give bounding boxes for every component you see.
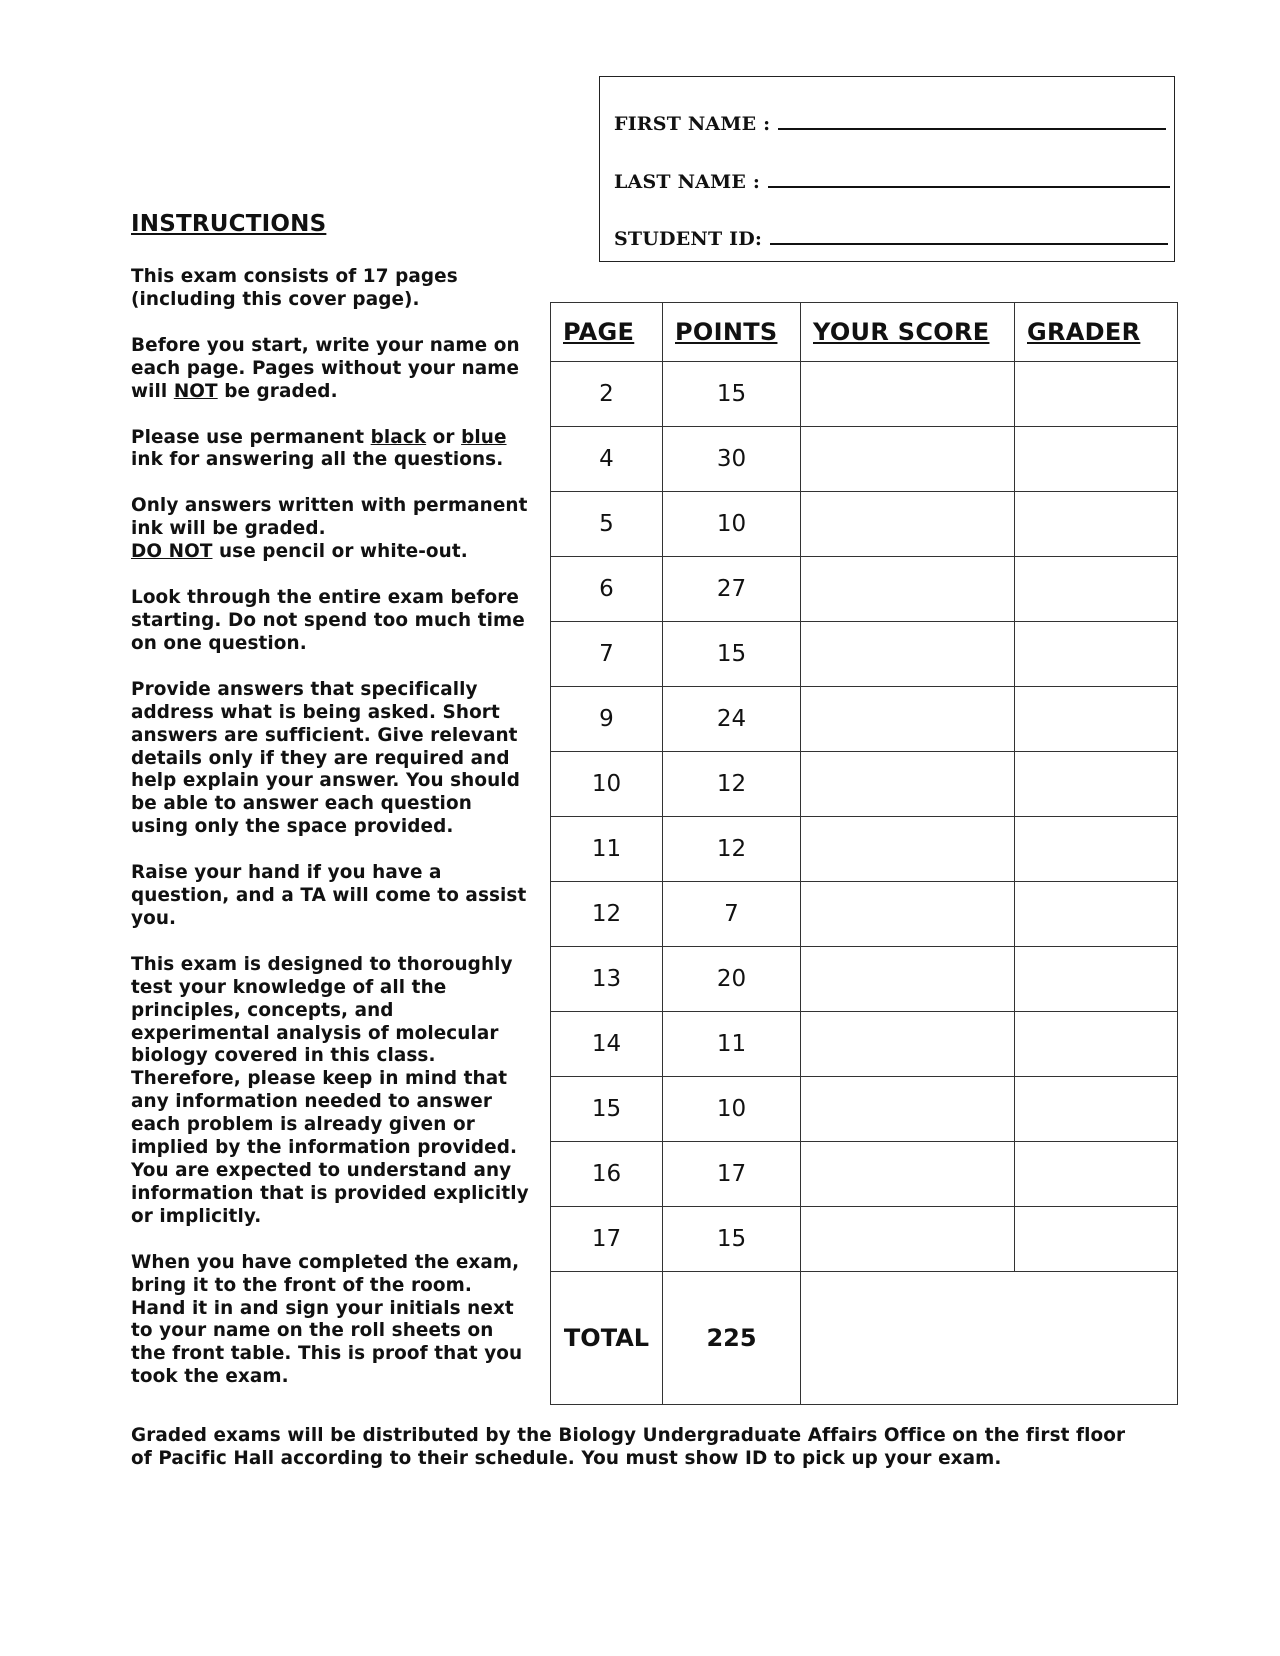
table-row: [551, 362, 1178, 427]
your-score-cell[interactable]: [801, 492, 1015, 557]
instruction-write-name: Before you start, write your name on each page. Pages without your name will NOT be graded.: [131, 334, 520, 402]
table-row: [551, 1142, 1178, 1207]
table-row: [551, 1207, 1178, 1272]
page-cell: 17: [551, 1207, 663, 1272]
points-cell: 15: [663, 362, 801, 427]
last-name-label: LAST NAME :: [614, 171, 761, 193]
grader-cell[interactable]: [1015, 557, 1178, 622]
table-row: [551, 947, 1178, 1012]
points-cell: 12: [663, 752, 801, 817]
grader-cell[interactable]: [1015, 1207, 1178, 1272]
score-table: [550, 302, 1178, 1405]
student-info-box: [599, 76, 1175, 262]
total-label: TOTAL: [551, 1272, 663, 1405]
total-row: [551, 1272, 1178, 1405]
table-row: [551, 557, 1178, 622]
page-cell: 13: [551, 947, 663, 1012]
grader-cell[interactable]: [1015, 687, 1178, 752]
grader-cell[interactable]: [1015, 752, 1178, 817]
grader-cell[interactable]: [1015, 622, 1178, 687]
instruction-answers: Provide answers that specifically address what is being asked. Short answers are sufficient. Give relevant details only if they are required and help explain your answer. You should be able to answer each question using only the space provided.: [131, 678, 520, 838]
table-row: [551, 427, 1178, 492]
grader-cell[interactable]: [1015, 817, 1178, 882]
page-cell: 7: [551, 622, 663, 687]
instruction-permanent-ink: Only answers written with permanent ink will be graded. DO NOT use pencil or white-out.: [131, 495, 528, 563]
total-points: 225: [663, 1272, 801, 1405]
table-row: [551, 622, 1178, 687]
grader-cell[interactable]: [1015, 492, 1178, 557]
your-score-cell[interactable]: [801, 557, 1015, 622]
your-score-cell[interactable]: [801, 427, 1015, 492]
page-cell: 6: [551, 557, 663, 622]
points-cell: 27: [663, 557, 801, 622]
student-id-blank[interactable]: [770, 233, 1168, 245]
your-score-cell[interactable]: [801, 687, 1015, 752]
points-cell: 20: [663, 947, 801, 1012]
instruction-ink-color: Please use permanent black or blue ink for answering all the questions.: [131, 426, 507, 471]
points-cell: 15: [663, 1207, 801, 1272]
grader-cell[interactable]: [1015, 882, 1178, 947]
your-score-cell[interactable]: [801, 362, 1015, 427]
page-cell: 10: [551, 752, 663, 817]
header-grader: GRADER: [1015, 303, 1178, 362]
your-score-cell[interactable]: [801, 817, 1015, 882]
instruction-completion: When you have completed the exam, bring it to the front of the room. Hand it in and sign your initials next to your name on the roll sheets on the front table. This is proof that you took the exam.: [131, 1251, 523, 1388]
instruction-look-through: Look through the entire exam before starting. Do not spend too much time on one question.: [131, 587, 525, 654]
grader-cell[interactable]: [1015, 362, 1178, 427]
header-your-score: YOUR SCORE: [801, 303, 1015, 362]
table-row: [551, 882, 1178, 947]
points-cell: 15: [663, 622, 801, 687]
last-name-row[interactable]: [614, 171, 1170, 193]
your-score-cell[interactable]: [801, 1077, 1015, 1142]
instructions-section: [131, 206, 531, 1412]
first-name-label: FIRST NAME :: [614, 113, 771, 135]
grader-cell[interactable]: [1015, 947, 1178, 1012]
your-score-cell[interactable]: [801, 752, 1015, 817]
instruction-exam-design: This exam is designed to thoroughly test your knowledge of all the principles, concepts, and experimental analysis of molecular biology covered in this class. Therefore, please keep in mind that any information needed to answer each problem is already given or implied by the information provided. You are expected to understand any information that is provided explicitly or implicitly.: [131, 953, 529, 1227]
points-cell: 10: [663, 1077, 801, 1142]
table-row: [551, 492, 1178, 557]
header-points: POINTS: [663, 303, 801, 362]
table-row: [551, 817, 1178, 882]
score-table-header-row: [551, 303, 1178, 362]
grader-cell[interactable]: [1015, 1012, 1178, 1077]
page-cell: 14: [551, 1012, 663, 1077]
table-row: [551, 1012, 1178, 1077]
points-cell: 10: [663, 492, 801, 557]
your-score-cell[interactable]: [801, 1207, 1015, 1272]
your-score-cell[interactable]: [801, 882, 1015, 947]
points-cell: 11: [663, 1012, 801, 1077]
page-cell: 2: [551, 362, 663, 427]
points-cell: 7: [663, 882, 801, 947]
instruction-raise-hand: Raise your hand if you have a question, and a TA will come to assist you.: [131, 862, 527, 929]
header-page: PAGE: [551, 303, 663, 362]
total-score-cell[interactable]: [801, 1272, 1178, 1405]
table-row: [551, 752, 1178, 817]
instruction-page-count: This exam consists of 17 pages (including this cover page).: [131, 266, 458, 310]
your-score-cell[interactable]: [801, 622, 1015, 687]
table-row: [551, 687, 1178, 752]
first-name-row[interactable]: [614, 113, 1166, 135]
your-score-cell[interactable]: [801, 947, 1015, 1012]
points-cell: 17: [663, 1142, 801, 1207]
grader-cell[interactable]: [1015, 1142, 1178, 1207]
points-cell: 30: [663, 427, 801, 492]
table-row: [551, 1077, 1178, 1142]
page-cell: 11: [551, 817, 663, 882]
points-cell: 12: [663, 817, 801, 882]
page-cell: 4: [551, 427, 663, 492]
your-score-cell[interactable]: [801, 1012, 1015, 1077]
student-id-label: STUDENT ID:: [614, 228, 763, 250]
page-cell: 9: [551, 687, 663, 752]
last-name-blank[interactable]: [768, 176, 1170, 188]
page-cell: 12: [551, 882, 663, 947]
grader-cell[interactable]: [1015, 427, 1178, 492]
graded-exams-note: Graded exams will be distributed by the Biology Undergraduate Affairs Office on the first floor of Pacific Hall according to their schedule. You must show ID to pick up your exam.: [131, 1425, 1126, 1469]
grader-cell[interactable]: [1015, 1077, 1178, 1142]
student-id-row[interactable]: [614, 228, 1168, 250]
instructions-heading: INSTRUCTIONS: [131, 211, 327, 237]
page-cell: 15: [551, 1077, 663, 1142]
points-cell: 24: [663, 687, 801, 752]
page-cell: 5: [551, 492, 663, 557]
page-cell: 16: [551, 1142, 663, 1207]
first-name-blank[interactable]: [778, 118, 1166, 130]
your-score-cell[interactable]: [801, 1142, 1015, 1207]
